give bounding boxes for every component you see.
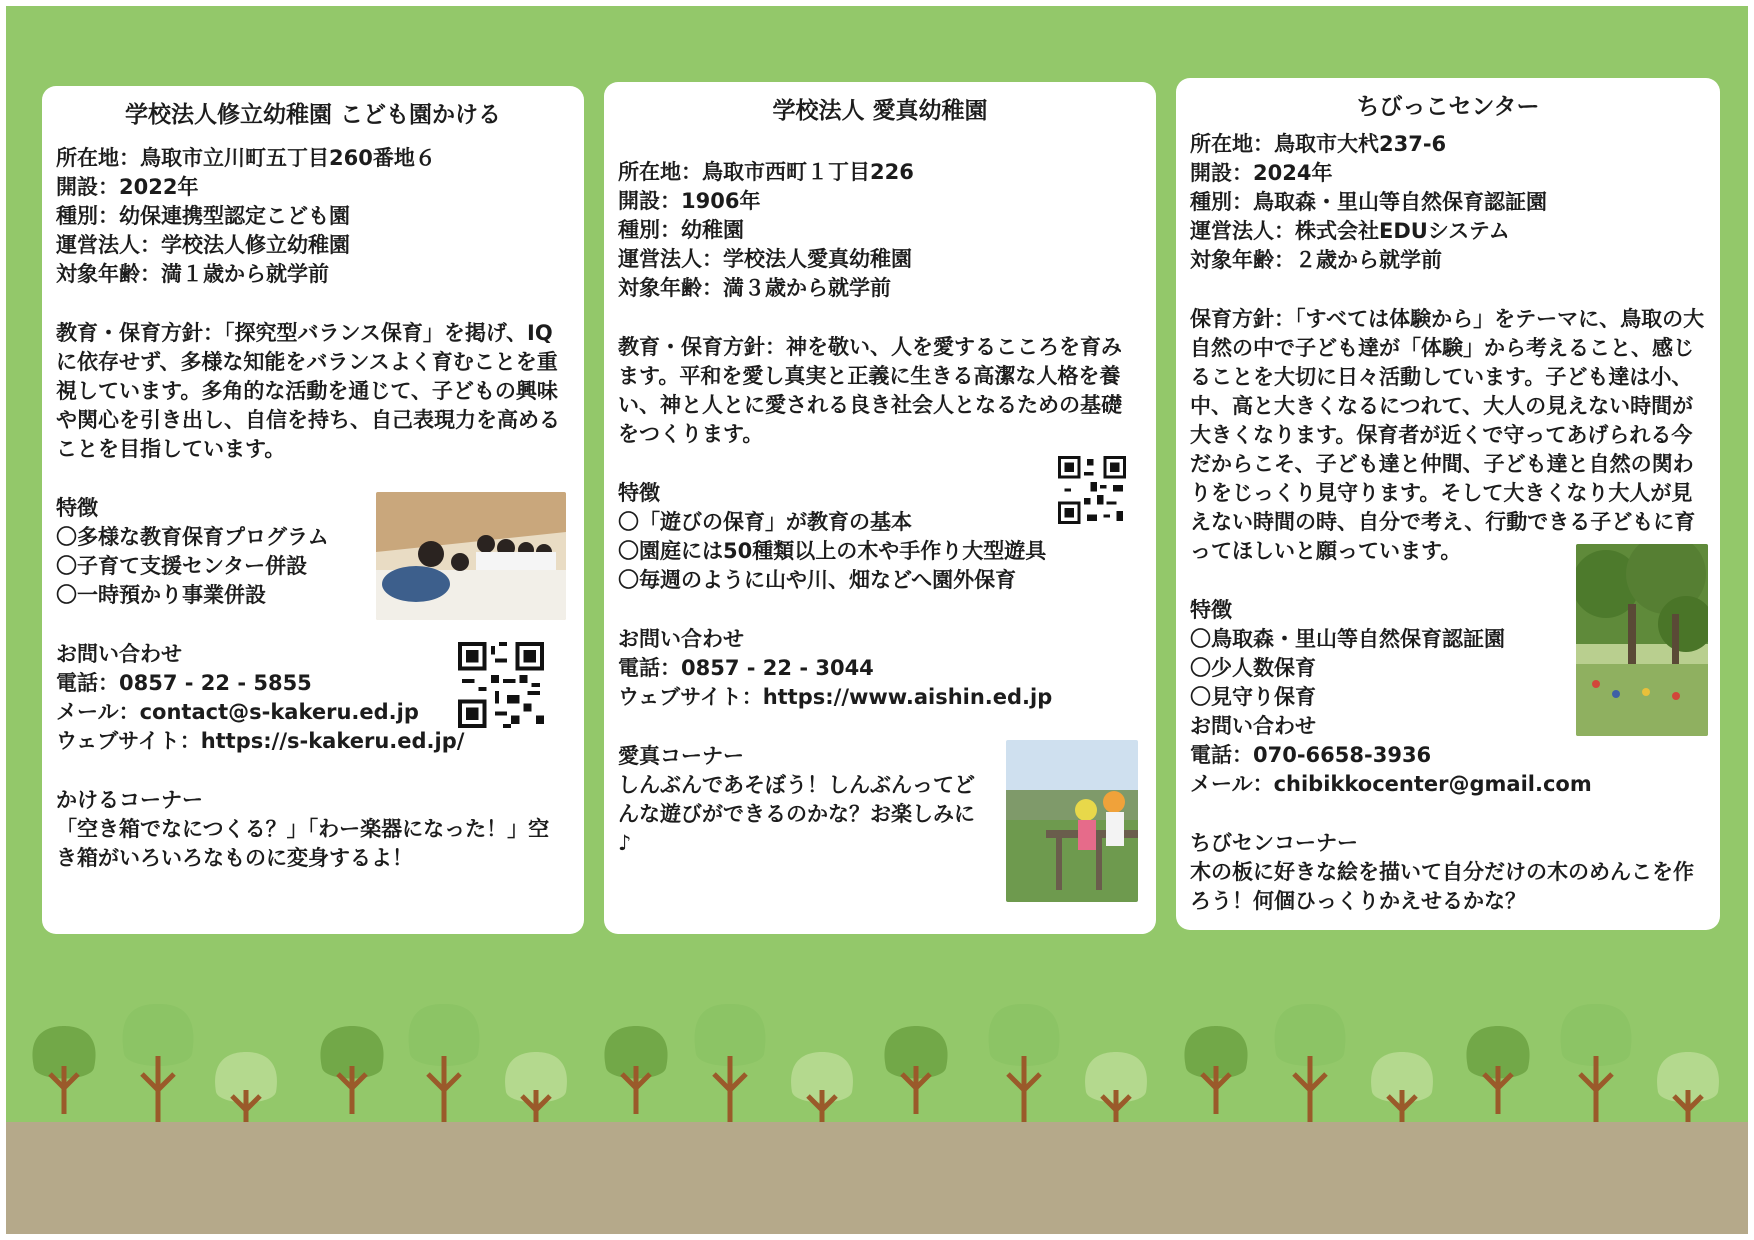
type: 種別：幼保連携型認定こども園	[56, 204, 350, 228]
target-age: 対象年齢：満３歳から就学前	[618, 276, 891, 300]
qr-code[interactable]	[1058, 456, 1126, 524]
forest-photo	[1576, 544, 1708, 736]
contact-heading: お問い合わせ	[618, 627, 744, 651]
address: 所在地：鳥取市大杙237-6	[1190, 132, 1447, 156]
corner-text: 「空き箱でなにつくる？」「わー楽器になった！」空き箱がいろいろなものに変身するよ！	[56, 817, 550, 870]
tree-icon	[695, 1004, 766, 1126]
type: 種別：鳥取森・里山等自然保育認証園	[1190, 190, 1547, 214]
children-outdoor-photo	[1006, 740, 1138, 902]
feature-item: 〇「遊びの保育」が教育の基本	[618, 510, 912, 534]
website: ウェブサイト：https://s-kakeru.ed.jp/	[56, 729, 465, 753]
operator: 運営法人：株式会社EDUシステム	[1190, 219, 1510, 243]
feature-item: 〇見守り保育	[1190, 685, 1316, 709]
feature-item: 〇一時預かり事業併設	[56, 583, 266, 607]
card-aishin	[604, 82, 1156, 934]
tree-icon	[123, 1004, 194, 1126]
opened: 開設：2022年	[56, 175, 199, 199]
features-heading: 特徴	[618, 481, 660, 505]
tree-icon	[604, 1026, 667, 1114]
feature-item: 〇毎週のように山や川、畑などへ園外保育	[618, 568, 1017, 592]
address: 所在地：鳥取市西町１丁目226	[618, 160, 914, 184]
tree-icon	[32, 1026, 95, 1114]
tree-icon	[1561, 1004, 1632, 1126]
tree-icon	[1184, 1026, 1247, 1114]
feature-item: 〇少人数保育	[1190, 656, 1316, 680]
ground-strip	[6, 1122, 1748, 1234]
card-kakeru	[42, 86, 584, 934]
card-title: 学校法人 愛真幼稚園	[772, 98, 988, 124]
tree-icon	[320, 1026, 383, 1114]
tree-icon	[1275, 1004, 1346, 1126]
corner-heading: かけるコーナー	[56, 788, 203, 812]
target-age: 対象年齢：２歳から就学前	[1190, 248, 1442, 272]
tree-icon	[884, 1026, 947, 1114]
flyer-background	[6, 6, 1748, 1234]
education-policy: 教育・保育方針：「探究型バランス保育」を掲げ、IQに依存せず、多様な知能をバランスよく育むことを重視しています。多角的な活動を通じて、子どもの興味や関心を引き出し、自信を持ち、自己表現力を高めることを目指しています。	[56, 321, 560, 461]
phone: 電話：0857 - 22 - 5855	[56, 671, 312, 695]
card-title: 学校法人修立幼稚園 こども園かける	[124, 102, 501, 128]
features-heading: 特徴	[56, 496, 98, 520]
contact-heading: お問い合わせ	[56, 642, 182, 666]
tree-icon	[409, 1004, 480, 1126]
card-title: ちびっこセンター	[1356, 94, 1540, 120]
email: メール：chibikkocenter@gmail.com	[1190, 772, 1592, 796]
card-chibikko	[1176, 78, 1720, 930]
website: ウェブサイト：https://www.aishin.ed.jp	[618, 685, 1053, 709]
feature-item: 〇多様な教育保育プログラム	[56, 525, 329, 549]
target-age: 対象年齢：満１歳から就学前	[56, 262, 329, 286]
tree-icon	[1466, 1026, 1529, 1114]
feature-item: 〇子育て支援センター併設	[56, 554, 308, 578]
feature-item: 〇園庭には50種類以上の木や手作り大型遊具	[618, 539, 1047, 563]
email: メール：contact@s-kakeru.ed.jp	[56, 700, 419, 724]
opened: 開設：2024年	[1190, 161, 1333, 185]
education-policy: 教育・保育方針：神を敬い、人を愛するこころを育みます。平和を愛し真実と正義に生きる高潔な人格を養い、神と人とに愛される良き社会人となるための基礎をつくります。	[618, 335, 1122, 446]
corner-heading: 愛真コーナー	[618, 744, 744, 768]
qr-code[interactable]	[458, 642, 544, 728]
opened: 開設：1906年	[618, 189, 761, 213]
type: 種別：幼稚園	[618, 218, 744, 242]
corner-text: しんぶんであそぼう！しんぶんってどんな遊びができるのかな？お楽しみに♪	[618, 773, 975, 855]
contact-heading: お問い合わせ	[1190, 714, 1316, 738]
phone: 電話：0857 - 22 - 3044	[618, 656, 874, 680]
tree-icon	[989, 1004, 1060, 1126]
corner-text: 木の板に好きな絵を描いて自分だけの木のめんこを作ろう！何個ひっくりかえせるかな？	[1190, 860, 1694, 913]
address: 所在地：鳥取市立川町五丁目260番地６	[56, 146, 436, 170]
children-crawling-photo	[376, 492, 566, 620]
education-policy: 保育方針：「すべては体験から」をテーマに、鳥取の大自然の中で子ども達が「体験」から考えること、感じることを大切に日々活動しています。子ども達は小、中、高と大きくなるにつれて、大人の見えない時間が大きくなります。保育者が近くで守ってあげられる今だからこそ、子ども達と仲間、子ども達と自然の関わりをじっくり見守ります。そして大きくなり大人が見えない時間の時、自分で考え、行動できる子どもに育ってほしいと願っています。	[1190, 307, 1705, 563]
operator: 運営法人：学校法人愛真幼稚園	[618, 247, 912, 271]
operator: 運営法人：学校法人修立幼稚園	[56, 233, 350, 257]
corner-heading: ちびセンコーナー	[1190, 831, 1358, 855]
phone: 電話：070-6658-3936	[1190, 743, 1432, 767]
features-heading: 特徴	[1190, 598, 1232, 622]
feature-item: 〇鳥取森・里山等自然保育認証園	[1190, 627, 1505, 651]
